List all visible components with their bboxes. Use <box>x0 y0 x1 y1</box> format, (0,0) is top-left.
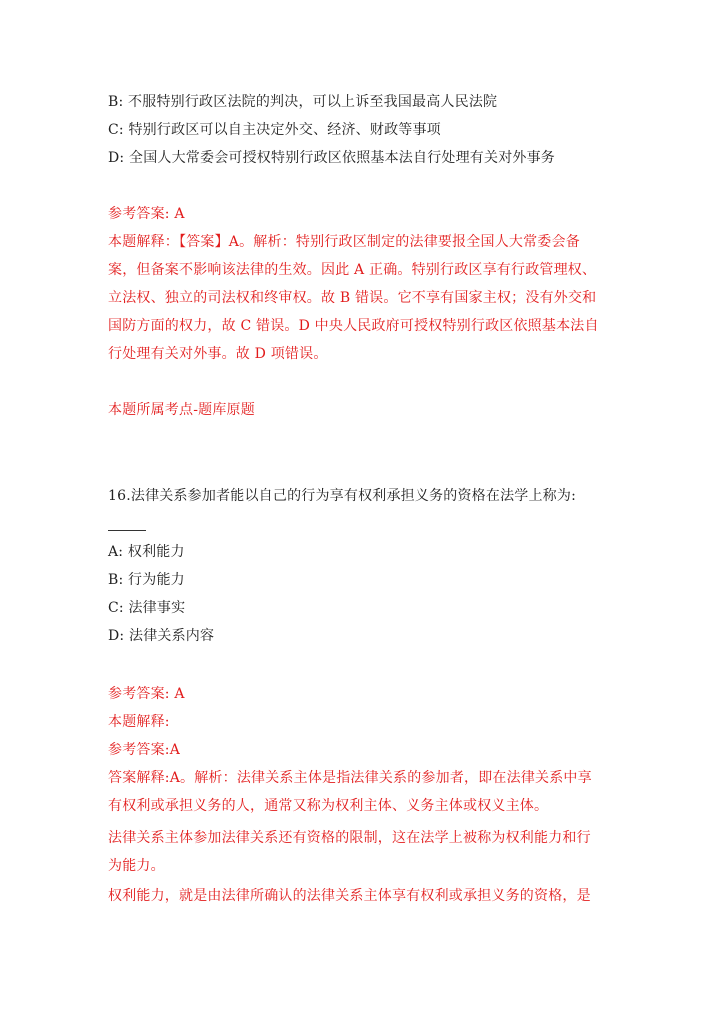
q16-option-c: C: 法律事实 <box>108 600 186 616</box>
q15-explanation-line: 案，但备案不影响该法律的生效。因此 A 正确。特别行政区享有行政管理权、 <box>108 262 597 278</box>
q16-explanation-line: 法律关系主体参加法律关系还有资格的限制，这在法学上被称为权利能力和行 <box>108 830 591 846</box>
q15-option-d: D: 全国人大常委会可授权特别行政区依照基本法自行处理有关对外事务 <box>108 150 555 166</box>
q15-explanation-line: 行处理有关对外事。故 D 项错误。 <box>108 346 328 362</box>
q16-explanation-line: 有权利或承担义务的人，通常又称为权利主体、义务主体或权义主体。 <box>108 798 549 814</box>
q15-explanation-line: 立法权、独立的司法权和终审权。故 B 错误。它不享有国家主权；没有外交和 <box>108 290 597 306</box>
q16-explanation-line: 权利能力，就是由法律所确认的法律关系主体享有权利或承担义务的资格，是 <box>108 888 591 904</box>
q16-answer-repeat: 参考答案:A <box>108 742 181 758</box>
q16-explanation-line: 答案解释:A。解析：法律关系主体是指法律关系的参加者，即在法律关系中享 <box>108 770 592 786</box>
q16-answer: 参考答案: A <box>108 686 185 702</box>
q16-explanation-label: 本题解释: <box>108 714 170 730</box>
q16-option-a: A: 权利能力 <box>108 544 185 560</box>
q15-answer: 参考答案: A <box>108 206 185 222</box>
q15-option-b: B: 不服特别行政区法院的判决，可以上诉至我国最高人民法院 <box>108 94 498 110</box>
q16-explanation-line: 为能力。 <box>108 858 165 874</box>
answer-blank <box>108 530 146 531</box>
q15-explanation-line: 国防方面的权力，故 C 错误。D 中央人民政府可授权特别行政区依照基本法自 <box>108 318 599 334</box>
q15-option-c: C: 特别行政区可以自主决定外交、经济、财政等事项 <box>108 122 441 138</box>
q16-option-b: B: 行为能力 <box>108 572 185 588</box>
q16-option-d: D: 法律关系内容 <box>108 628 215 644</box>
q15-source: 本题所属考点-题库原题 <box>108 402 255 418</box>
q15-explanation-line: 本题解释：【答案】A。解析：特别行政区制定的法律要报全国人大常委会备 <box>108 234 580 250</box>
q16-question: 16.法律关系参加者能以自己的行为享有权利承担义务的资格在法学上称为: <box>108 488 576 504</box>
